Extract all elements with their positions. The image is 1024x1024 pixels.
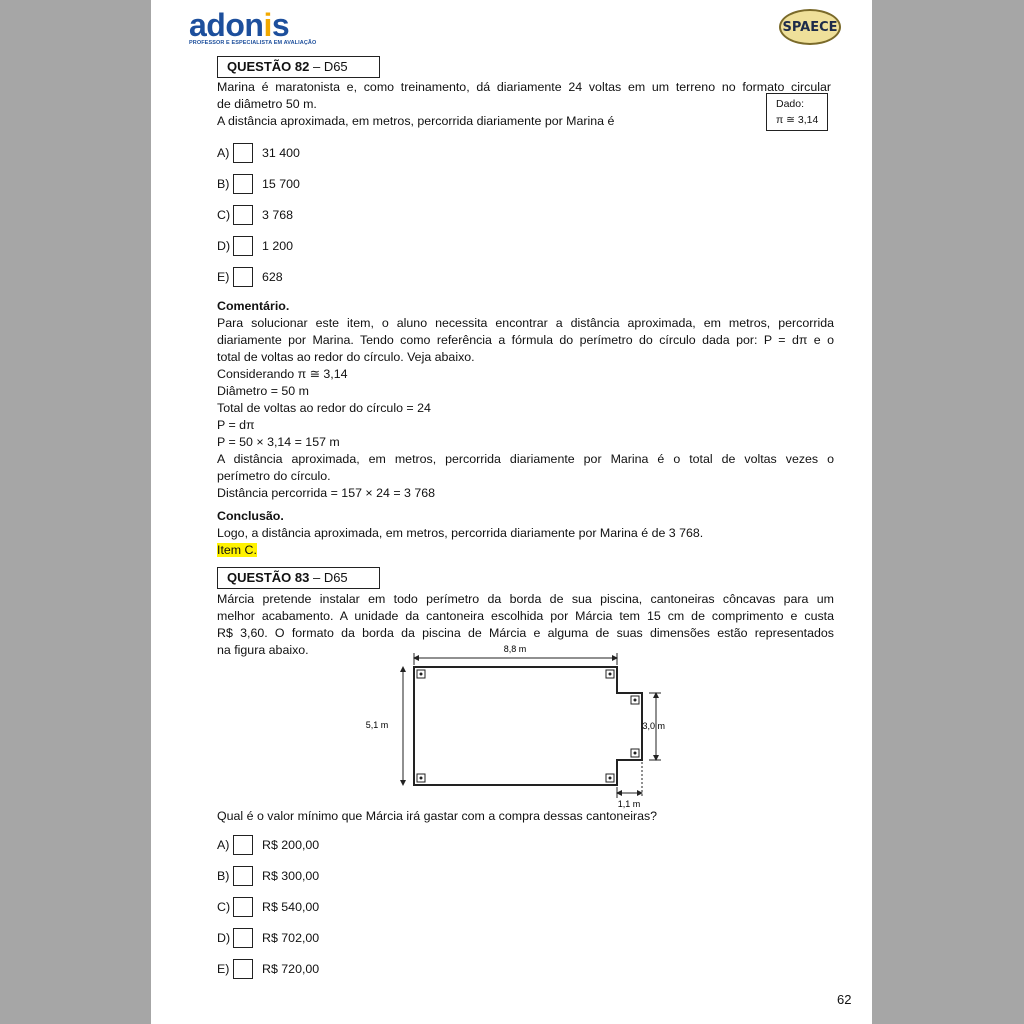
pool-outline [414, 667, 642, 785]
adonis-logo: adonis PROFESSOR E ESPECIALISTA EM AVALIAÇÃO [189, 7, 317, 46]
q82-option-b[interactable]: B) 15 700 [217, 173, 300, 195]
checkbox[interactable] [233, 236, 253, 256]
comment-line: Distância percorrida = 157 × 24 = 3 768 [217, 486, 436, 500]
comment-line: perímetro do círculo. [217, 469, 331, 483]
q83-option-d[interactable]: D) R$ 702,00 [217, 927, 319, 949]
checkbox[interactable] [233, 866, 253, 886]
q83-question: Qual é o valor mínimo que Márcia irá gastar com a compra dessas cantoneiras? [217, 809, 658, 823]
q83-option-b[interactable]: B) R$ 300,00 [217, 865, 319, 887]
checkbox[interactable] [233, 928, 253, 948]
question-83-title: QUESTÃO 83 – D65 [217, 567, 380, 589]
comment-line: diariamente por Marina. Tendo como referência a fórmula do perímetro do círculo dada por: P = dπ e o [217, 333, 834, 347]
highlighted-answer: Item C. [217, 543, 257, 557]
top-dimension-label: 8,8 m [503, 644, 527, 654]
dado-label: Dado: [776, 98, 805, 110]
comment-line: Considerando π ≅ 3,14 [217, 367, 348, 381]
q82-statement-line1: Marina é maratonista e, como treinamento, dá diariamente 24 voltas em um terreno no formato circular [217, 80, 831, 94]
q82-option-e[interactable]: E) 628 [217, 266, 300, 288]
statement-line: melhor acabamento. A unidade da cantoneira escolhida por Márcia tem 15 cm de comprimento e custa [217, 609, 834, 623]
comment-line: Diâmetro = 50 m [217, 384, 309, 398]
q82-comment-title: Comentário. [217, 299, 290, 313]
corner-markers [417, 670, 639, 782]
checkbox[interactable] [233, 897, 253, 917]
q82-option-a[interactable]: A) 31 400 [217, 142, 300, 164]
comment-line: P = dπ [217, 418, 255, 432]
q82-options [217, 142, 300, 288]
spaece-badge: SPAECE [779, 9, 841, 45]
q82-dado-box [766, 93, 828, 131]
checkbox[interactable] [233, 174, 253, 194]
logo-tagline: PROFESSOR E ESPECIALISTA EM AVALIAÇÃO [189, 40, 317, 46]
statement-line: Márcia pretende instalar em todo perímetro da borda de sua piscina, cantoneiras côncavas para um [217, 592, 834, 606]
q82-option-d[interactable]: D) 1 200 [217, 235, 300, 257]
left-dimension-label: 5,1 m [365, 720, 389, 730]
q82-answer-item [217, 542, 257, 559]
bottom-dimension-label: 1,1 m [617, 799, 641, 809]
comment-line: Para solucionar este item, o aluno necessita encontrar a distância aproximada, em metros, percorrida [217, 316, 834, 330]
pool-border-figure [361, 640, 671, 810]
q83-option-a[interactable]: A) R$ 200,00 [217, 834, 319, 856]
dado-value: π ≅ 3,14 [776, 114, 819, 126]
document-page [151, 0, 872, 1024]
q82-conclusion-title: Conclusão. [217, 509, 284, 523]
statement-line: R$ 3,60. O formato da borda da piscina de Márcia e alguma de suas dimensões estão representados [217, 626, 834, 640]
q82-option-c[interactable]: C) 3 768 [217, 204, 300, 226]
page-number: 62 [837, 992, 852, 1007]
right-dimension-label: 3,0 m [642, 721, 665, 731]
checkbox[interactable] [233, 205, 253, 225]
comment-line: total de voltas ao redor do círculo. Veja abaixo. [217, 350, 475, 364]
q83-option-c[interactable]: C) R$ 540,00 [217, 896, 319, 918]
q82-comment-body [217, 315, 834, 502]
comment-line: A distância aproximada, em metros, percorrida diariamente por Marina é o total de voltas vezes o [217, 452, 834, 466]
checkbox[interactable] [233, 835, 253, 855]
statement-line: na figura abaixo. [217, 643, 309, 657]
checkbox[interactable] [233, 143, 253, 163]
checkbox[interactable] [233, 267, 253, 287]
question-82-title: QUESTÃO 82 – D65 [217, 56, 380, 78]
comment-line: P = 50 × 3,14 = 157 m [217, 435, 340, 449]
q82-statement-line3: A distância aproximada, em metros, percorrida diariamente por Marina é [217, 114, 615, 128]
q83-options [217, 834, 319, 980]
q82-conclusion-line: Logo, a distância aproximada, em metros, percorrida diariamente por Marina é de 3 768. [217, 526, 704, 540]
comment-line: Total de voltas ao redor do círculo = 24 [217, 401, 431, 415]
q83-option-e[interactable]: E) R$ 720,00 [217, 958, 319, 980]
q82-statement-line2: de diâmetro 50 m. [217, 97, 317, 111]
checkbox[interactable] [233, 959, 253, 979]
